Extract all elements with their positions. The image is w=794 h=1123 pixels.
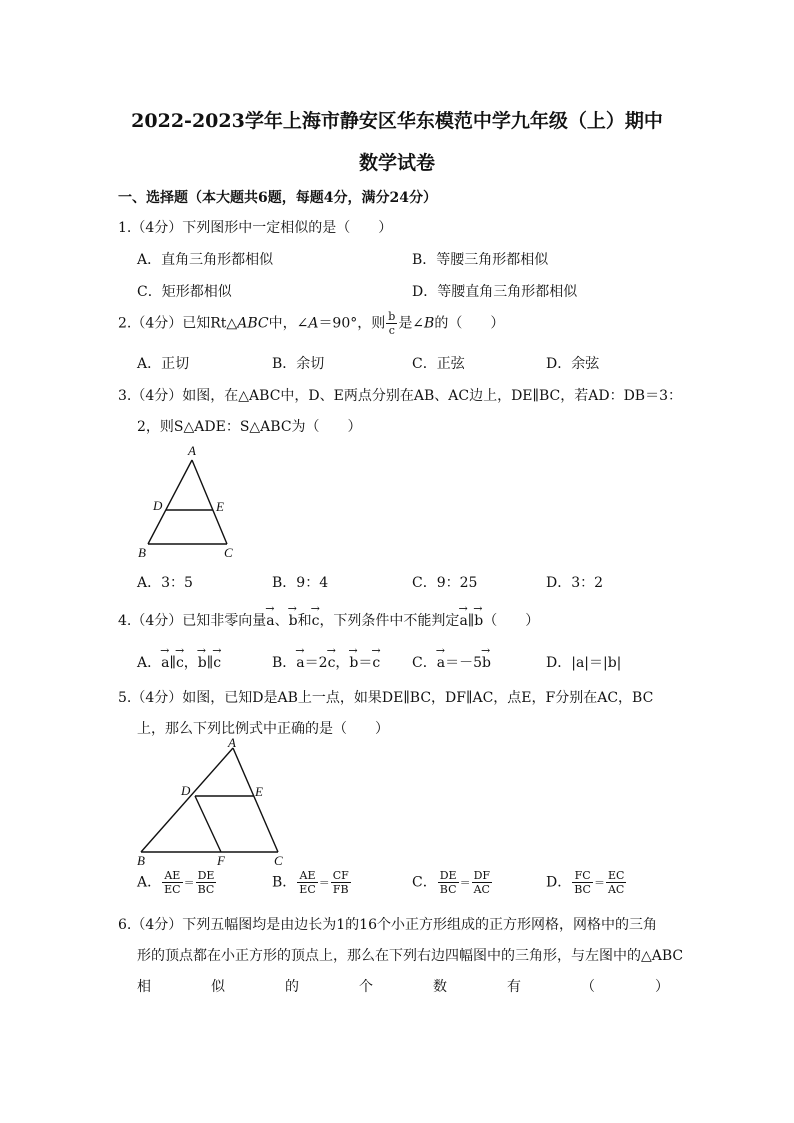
q5-option-c: [412, 869, 493, 896]
q5-option-a: [137, 869, 217, 896]
denominator: EC: [299, 883, 316, 896]
question-1: [118, 217, 392, 237]
q1-option-c: C．矩形都相似: [137, 284, 232, 300]
vector-b: → b: [474, 613, 483, 629]
fraction: [331, 869, 351, 896]
numerator: DF: [473, 869, 491, 882]
fraction: [438, 869, 459, 896]
word: 相: [137, 979, 151, 995]
vector-c: → c: [372, 655, 380, 671]
denominator: AC: [473, 883, 490, 896]
side-ab: [141, 748, 233, 852]
q5-option-d: [546, 869, 627, 896]
question-stem: 如图，已知D是AB上一点，如果DE∥BC，DF∥AC，点E，F分别在AC，BC: [182, 690, 654, 706]
q2-option-d: D．余弦: [546, 356, 600, 372]
stem-text: 、: [274, 613, 289, 629]
question-stem: 下列五幅图均是由边长为1的16个小正方形组成的正方形网格，网格中的三角: [182, 917, 657, 933]
stem-text: 中，∠: [268, 315, 309, 332]
q3-option-b: B．9：4: [272, 575, 329, 591]
stem-text: 已知非零向量: [182, 613, 267, 629]
option-text: ，: [183, 655, 198, 671]
vector-c: → c: [312, 613, 320, 629]
label-e: E: [216, 499, 224, 514]
q3-option-c: C．9：25: [412, 575, 478, 591]
vector-c: → c: [328, 655, 336, 671]
q5-triangle-figure: [128, 736, 298, 868]
q1-option-a: A．直角三角形都相似: [137, 252, 274, 268]
segment-df: [195, 796, 221, 852]
stem-var: ABC: [237, 315, 269, 332]
denominator: FB: [332, 883, 349, 896]
question-5-line2: 上，那么下列比例式中正确的是（ ）: [137, 721, 389, 737]
stem-text: 是∠: [398, 315, 425, 332]
option-text: ∥: [169, 655, 176, 671]
fraction-numerator: b: [388, 310, 396, 323]
fraction: [572, 869, 593, 896]
word: 的: [285, 979, 299, 995]
option-text: ＝: [358, 655, 373, 671]
question-stem: 下列图形中一定相似的是（ ）: [182, 220, 393, 236]
fraction: [472, 869, 492, 896]
vector-a: → a: [437, 655, 445, 671]
question-3-line2: 2，则S△ADE：S△ABC为（ ）: [137, 419, 362, 435]
q4-option-a: [137, 652, 221, 672]
fraction-denominator: c: [388, 324, 395, 337]
q3-triangle-figure: [130, 440, 250, 562]
q1-option-d: D．等腰直角三角形都相似: [412, 284, 578, 300]
numerator: AE: [162, 869, 182, 883]
word: ）: [655, 979, 669, 995]
q1-option-b: B．等腰三角形都相似: [412, 252, 549, 268]
numerator: EC: [607, 869, 625, 882]
stem-text: （ ）: [483, 613, 540, 629]
fraction: [606, 869, 626, 896]
option-text: ，: [335, 655, 350, 671]
title-line2: 数学试卷: [358, 152, 435, 174]
stem-text: ＝90°，则: [318, 315, 386, 332]
question-6-line3: [137, 976, 669, 996]
equals-sign: ＝: [183, 876, 195, 890]
label-c: C: [224, 545, 233, 560]
question-5-line1: [118, 687, 653, 707]
question-number: 6.（4分）: [118, 917, 183, 933]
vector-a: → a: [296, 655, 304, 671]
vector-b: → b: [198, 655, 207, 671]
question-3-line1: [118, 385, 682, 405]
option-text: ∥: [206, 655, 214, 671]
equals-sign: ＝: [318, 876, 330, 890]
question-number: 1.（4分）: [118, 220, 183, 236]
vector-c: → c: [213, 655, 221, 671]
stem-text: 的（ ）: [434, 315, 505, 332]
side-ac: [233, 748, 278, 852]
question-number: 2.（4分）: [118, 315, 183, 332]
fraction: [297, 869, 317, 896]
label-c: C: [274, 853, 283, 868]
question-number: 3.（4分）: [118, 388, 183, 404]
label-e: E: [255, 784, 263, 799]
vector-b: → b: [349, 655, 358, 671]
label-a: A: [188, 443, 196, 458]
option-text: ＝－5: [445, 655, 482, 671]
denominator: EC: [164, 883, 181, 896]
stem-var: B: [424, 315, 435, 332]
question-number: 5.（4分）: [118, 690, 183, 706]
option-label: A．: [137, 874, 162, 891]
q2-option-b: B．余切: [272, 356, 325, 372]
option-label: C．: [412, 874, 437, 891]
numerator: DE: [439, 869, 457, 882]
fraction: [196, 869, 217, 896]
q5-option-b: [272, 869, 352, 896]
section-heading: 一、选择题（本大题共6题，每题4分，满分24分）: [118, 190, 437, 206]
stem-text: 已知Rt△: [182, 315, 238, 332]
fraction: [162, 869, 182, 896]
option-label: D．: [546, 874, 572, 891]
title-line1: 2022-2023学年上海市静安区华东模范中学九年级（上）期中: [131, 110, 663, 132]
word: 个: [359, 979, 373, 995]
q4-option-d: D．|a|＝|b|: [546, 655, 622, 671]
denominator: BC: [197, 883, 215, 896]
stem-text: 和: [297, 613, 312, 629]
vector-c: → c: [176, 655, 184, 671]
label-a: A: [228, 736, 236, 750]
q3-option-a: A．3：5: [137, 575, 193, 591]
vector-b: → b: [289, 613, 298, 629]
equals-sign: ＝: [459, 876, 471, 890]
stem-text: ，下列条件中不能判定: [319, 613, 460, 629]
vector-b: → b: [482, 655, 491, 671]
numerator: DE: [197, 869, 215, 882]
vector-a: → a: [459, 613, 467, 629]
option-label: A．: [137, 655, 162, 671]
numerator: CF: [332, 869, 349, 882]
denominator: BC: [439, 883, 457, 896]
option-label: B．: [272, 874, 297, 891]
question-6-line2: 形的顶点都在小正方形的顶点上，那么在下列右边四幅图中的三角形，与左图中的△ABC: [137, 948, 684, 964]
label-b: B: [137, 853, 145, 868]
question-2: [118, 310, 504, 337]
stem-var: A: [308, 315, 319, 332]
word: 数: [433, 979, 447, 995]
denominator: BC: [574, 883, 591, 896]
vector-a: → a: [161, 655, 169, 671]
q4-option-c: [412, 652, 491, 672]
q2-option-a: A．正切: [137, 356, 190, 372]
question-6-line1: [118, 914, 657, 934]
word: 有: [507, 979, 521, 995]
q3-option-d: D．3：2: [546, 575, 604, 591]
option-text: ＝2: [304, 655, 328, 671]
word: （: [581, 979, 595, 995]
numerator: FC: [572, 869, 593, 883]
fraction-b-over-c: [386, 310, 397, 337]
label-d: D: [153, 498, 163, 513]
equals-sign: ＝: [593, 876, 605, 890]
question-4: [118, 610, 539, 630]
option-label: B．: [272, 655, 297, 671]
label-f: F: [217, 853, 225, 868]
question-stem: 如图，在△ABC中，D、E两点分别在AB、AC边上，DE∥BC，若AD：DB＝3：: [182, 388, 682, 404]
option-label: C．: [412, 655, 437, 671]
denominator: AC: [607, 883, 625, 896]
word: 似: [211, 979, 225, 995]
stem-text: ∥: [467, 613, 475, 629]
q2-option-c: C．正弦: [412, 356, 465, 372]
question-number: 4.（4分）: [118, 613, 183, 629]
q4-option-b: [272, 652, 380, 672]
vector-a: → a: [266, 613, 274, 629]
label-b: B: [138, 545, 146, 560]
numerator: AE: [297, 869, 317, 883]
label-d: D: [181, 783, 191, 798]
